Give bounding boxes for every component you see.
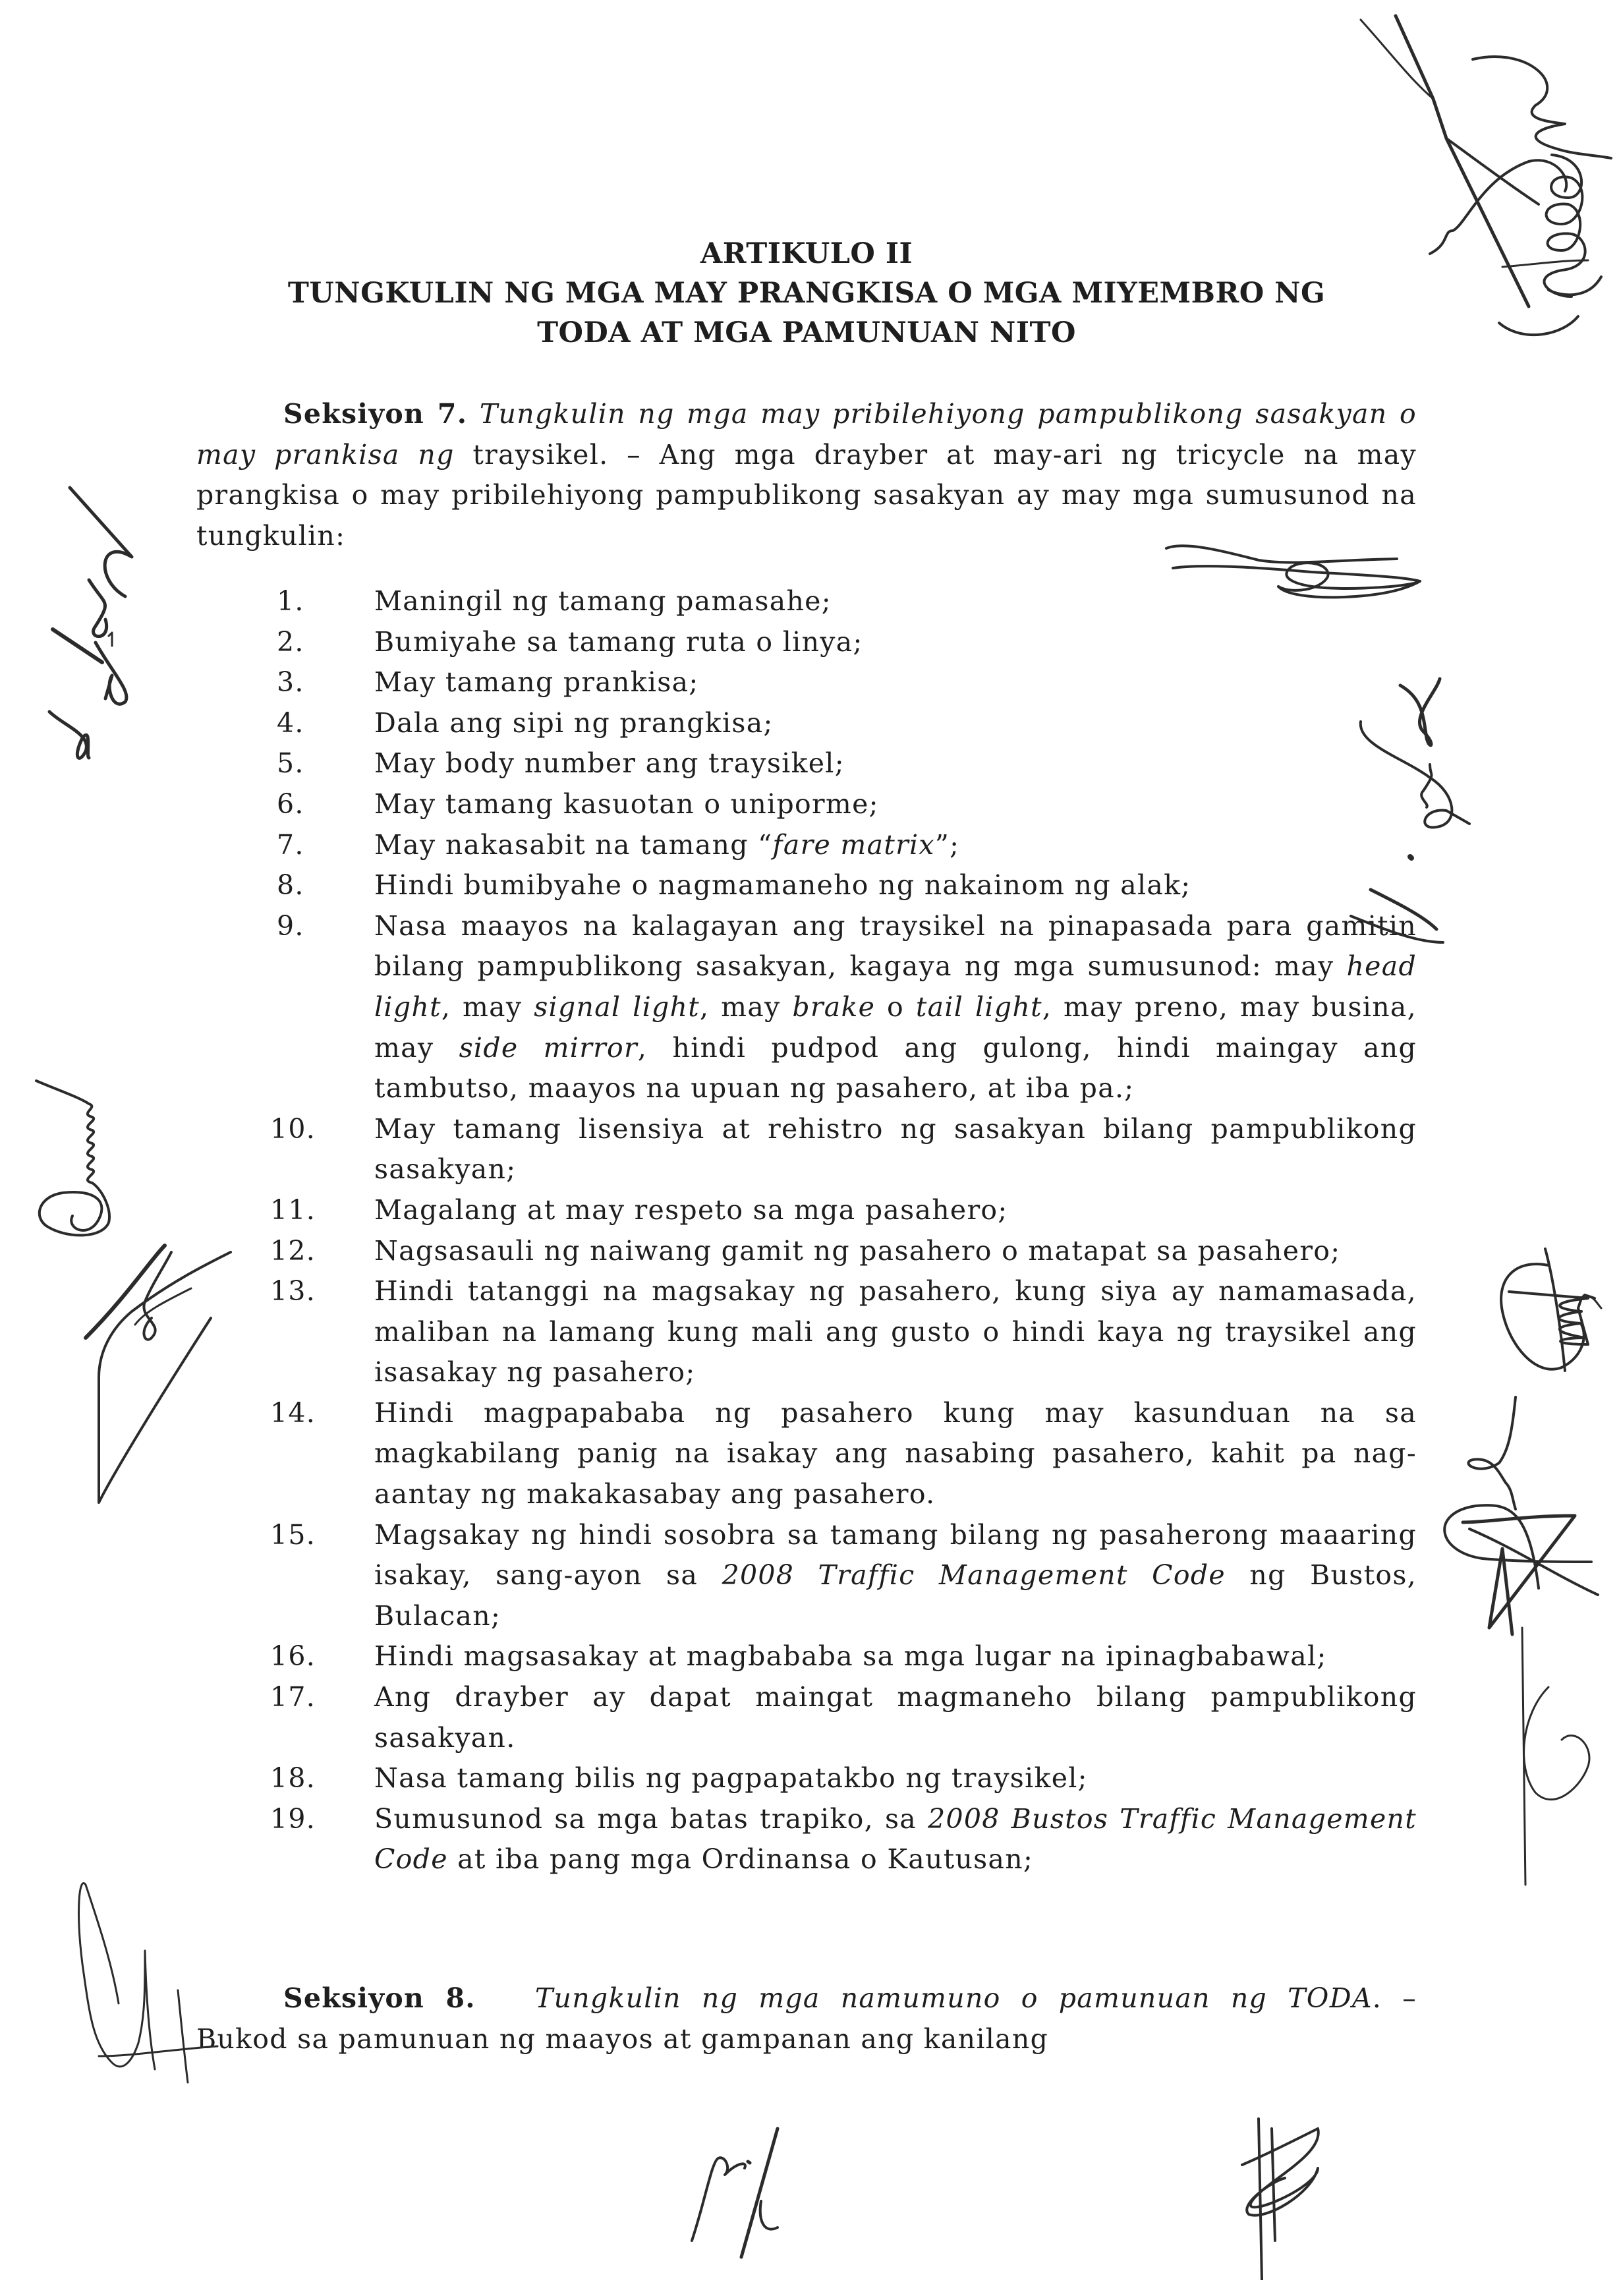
duty-number: 15. [270, 1518, 316, 1551]
duty-text-plain: , may [441, 990, 534, 1023]
duty-item [270, 1515, 1417, 1637]
duty-number: 12. [270, 1234, 316, 1267]
duty-number: 17. [270, 1681, 316, 1713]
duty-number: 9. [277, 909, 304, 942]
duty-text-italic: fare matrix [772, 828, 935, 861]
duty-text-plain: Bumiyahe sa tamang ruta o linya; [374, 625, 863, 658]
duty-item [277, 743, 1417, 784]
duty-text-plain: , hindi pudpod ang gulong, hindi maingay ang tambutso, maayos na upuan ng pasahero, at iba pa.; [374, 1031, 1417, 1105]
duty-text [374, 1762, 1088, 1794]
duty-item [277, 581, 1417, 622]
duty-number: 13. [270, 1275, 316, 1307]
signature-bottom-middle [685, 2122, 804, 2274]
article-number: ARTIKULO II [700, 237, 913, 270]
duty-text-plain: Hindi magpapababa ng pasahero kung may kasunduan na sa magkabilang panig na isakay ang nasabing pasahero, kahit pa nag-aantay ng makakasabay ang pasahero. [374, 1396, 1417, 1510]
duty-number: 18. [270, 1762, 316, 1794]
duty-number: 2. [277, 625, 304, 658]
duty-text-plain: Nasa maayos na kalagayan ang traysikel na pinapasada para gamitin bilang pampublikong sasakyan, kagaya ng mga sumusunod: may [374, 909, 1417, 983]
duty-text-plain: Dala ang sipi ng prangkisa; [374, 706, 774, 739]
duty-item [270, 1677, 1417, 1758]
duty-text [374, 1681, 1417, 1754]
duty-text [374, 1194, 1008, 1226]
duty-item [270, 1109, 1417, 1190]
duty-text-italic: side mirror [459, 1031, 638, 1064]
section-7-intro [196, 394, 1417, 556]
duty-text-plain: Hindi magsasakay at magbababa sa mga lugar na ipinagbabawal; [374, 1640, 1327, 1673]
duty-text-italic: tail light [915, 990, 1042, 1023]
duty-text-plain: May tamang lisensiya at rehistro ng sasakyan bilang pampublikong sasakyan; [374, 1112, 1417, 1186]
signature-left-middle [26, 1068, 132, 1265]
section-7-title-tail: traysikel. [454, 438, 609, 471]
signature-left-upper [33, 474, 145, 870]
duty-text [374, 707, 774, 739]
duty-text-italic: brake [792, 990, 876, 1023]
duty-number: 16. [270, 1640, 316, 1673]
duty-item [277, 906, 1417, 1109]
duty-text [374, 910, 1417, 1104]
duty-item [270, 1758, 1417, 1799]
article-heading [196, 234, 1417, 353]
duty-item [277, 703, 1417, 744]
duty-text-plain: May nakasabit na tamang “ [374, 828, 773, 861]
section-8-label: Seksiyon 8. [283, 1982, 476, 2014]
duty-number: 1. [277, 585, 304, 617]
duty-text-plain: ng Bustos, Bulacan; [374, 1559, 1417, 1632]
duty-text-plain: May tamang prankisa; [374, 666, 699, 699]
duty-item [277, 784, 1417, 825]
duty-number: 19. [270, 1802, 316, 1835]
duty-text [374, 1235, 1340, 1267]
duty-number: 10. [270, 1112, 316, 1145]
duty-item [270, 1190, 1417, 1231]
duty-text [374, 788, 879, 820]
duty-item [277, 865, 1417, 906]
duty-text-plain: Ang drayber ay dapat maingat magmaneho bilang pampublikong sasakyan. [374, 1681, 1417, 1754]
duty-text-italic: 2008 Bustos Traffic Management Code [374, 1802, 1417, 1876]
duty-text-italic: signal light [534, 990, 700, 1023]
section-7-label: Seksiyon 7. [283, 398, 468, 430]
duty-text [374, 666, 699, 698]
duty-item [277, 825, 1417, 866]
duty-text [374, 1113, 1417, 1186]
duty-text-plain: at iba pang mga Ordinansa o Kautusan; [447, 1843, 1034, 1876]
section-8-intro [196, 1978, 1417, 2059]
duty-number: 8. [277, 869, 304, 902]
duty-text [374, 1519, 1417, 1632]
duty-text-plain: Maningil ng tamang pamasahe; [374, 585, 832, 617]
duty-number: 5. [277, 747, 304, 780]
duty-text-plain: , may [700, 990, 793, 1023]
duty-item [270, 1393, 1417, 1515]
duty-number: 11. [270, 1193, 316, 1226]
duty-text [374, 747, 845, 779]
duty-text-plain: o [875, 990, 916, 1023]
duty-text-plain: Hindi tatanggi na magsakay ng pasahero, kung siya ay namamasada, maliban na lamang kung mali ang gusto o hindi kaya ng traysikel ang isasakay ng pasahero; [374, 1275, 1417, 1389]
duty-text-italic: head light [374, 950, 1417, 1023]
duty-text [374, 1803, 1417, 1876]
duty-text-plain: May body number ang traysikel; [374, 747, 845, 780]
section-8-body: . – Bukod sa pamunuan ng maayos at gampanan ang kanilang [196, 1982, 1417, 2055]
duties-list [270, 581, 1417, 1880]
duty-text-plain: Magalang at may respeto sa mga pasahero; [374, 1193, 1008, 1226]
duty-item [270, 1636, 1417, 1677]
duty-number: 4. [277, 706, 304, 739]
signature-right-stroke [1509, 1621, 1619, 1990]
duty-text-plain: May tamang kasuotan o uniporme; [374, 788, 879, 820]
duty-number: 6. [277, 788, 304, 820]
duty-text-plain: Nasa tamang bilis ng pagpapatakbo ng traysikel; [374, 1762, 1088, 1794]
signature-right-oval [1483, 1246, 1619, 1404]
article-title-line-1: TUNGKULIN NG MGA MAY PRANGKISA O MGA MIYEMBRO NG [287, 277, 1326, 310]
signature-bottom-right [1212, 2115, 1377, 2280]
duty-item [277, 622, 1417, 663]
duty-text-plain: Nagsasauli ng naiwang gamit ng pasahero o matapat sa pasahero; [374, 1234, 1341, 1267]
section-7-body: – Ang mga drayber at may-ari ng tricycle na may prangkisa o may pribilehiyong pampublikong sasakyan ay may mga sumusunod na tungkulin: [196, 438, 1417, 552]
duty-item [270, 1231, 1417, 1272]
duty-text-plain: Sumusunod sa mga batas trapiko, sa [374, 1802, 928, 1835]
duty-text [374, 829, 959, 861]
duty-item [270, 1271, 1417, 1393]
signature-left-lower [72, 1239, 244, 1555]
duty-text-plain: , may preno, may busina, may [374, 990, 1417, 1064]
section-8-title: Tungkulin ng mga namumuno o pamunuan ng TODA [534, 1982, 1373, 2014]
duty-number: 7. [277, 828, 304, 861]
duty-text-plain: ”; [934, 828, 960, 861]
section-7-title: Tungkulin ng mga may pribilehiyong pampublikong sasakyan o may prankisa ng [196, 398, 1417, 471]
duty-text-italic: 2008 Traffic Management Code [722, 1559, 1226, 1592]
duty-text [374, 1640, 1327, 1672]
duty-text [374, 869, 1191, 901]
signature-right-s [1460, 1391, 1539, 1516]
duty-text [374, 1397, 1417, 1510]
article-title-line-2: TODA AT MGA PAMUNUAN NITO [537, 316, 1076, 349]
duty-text [374, 585, 832, 617]
duty-text [374, 626, 863, 658]
duty-text-plain: Hindi bumibyahe o nagmamaneho ng nakainom ng alak; [374, 869, 1191, 902]
duty-number: 14. [270, 1396, 316, 1429]
duty-item [270, 1799, 1417, 1880]
duty-text-plain: Magsakay ng hindi sosobra sa tamang bilang ng pasaherong maaaring isakay, sang-ayon sa [374, 1518, 1417, 1592]
duty-item [277, 662, 1417, 703]
signature-right-star [1423, 1496, 1619, 1648]
duty-number: 3. [277, 666, 304, 699]
duty-text [374, 1275, 1417, 1388]
